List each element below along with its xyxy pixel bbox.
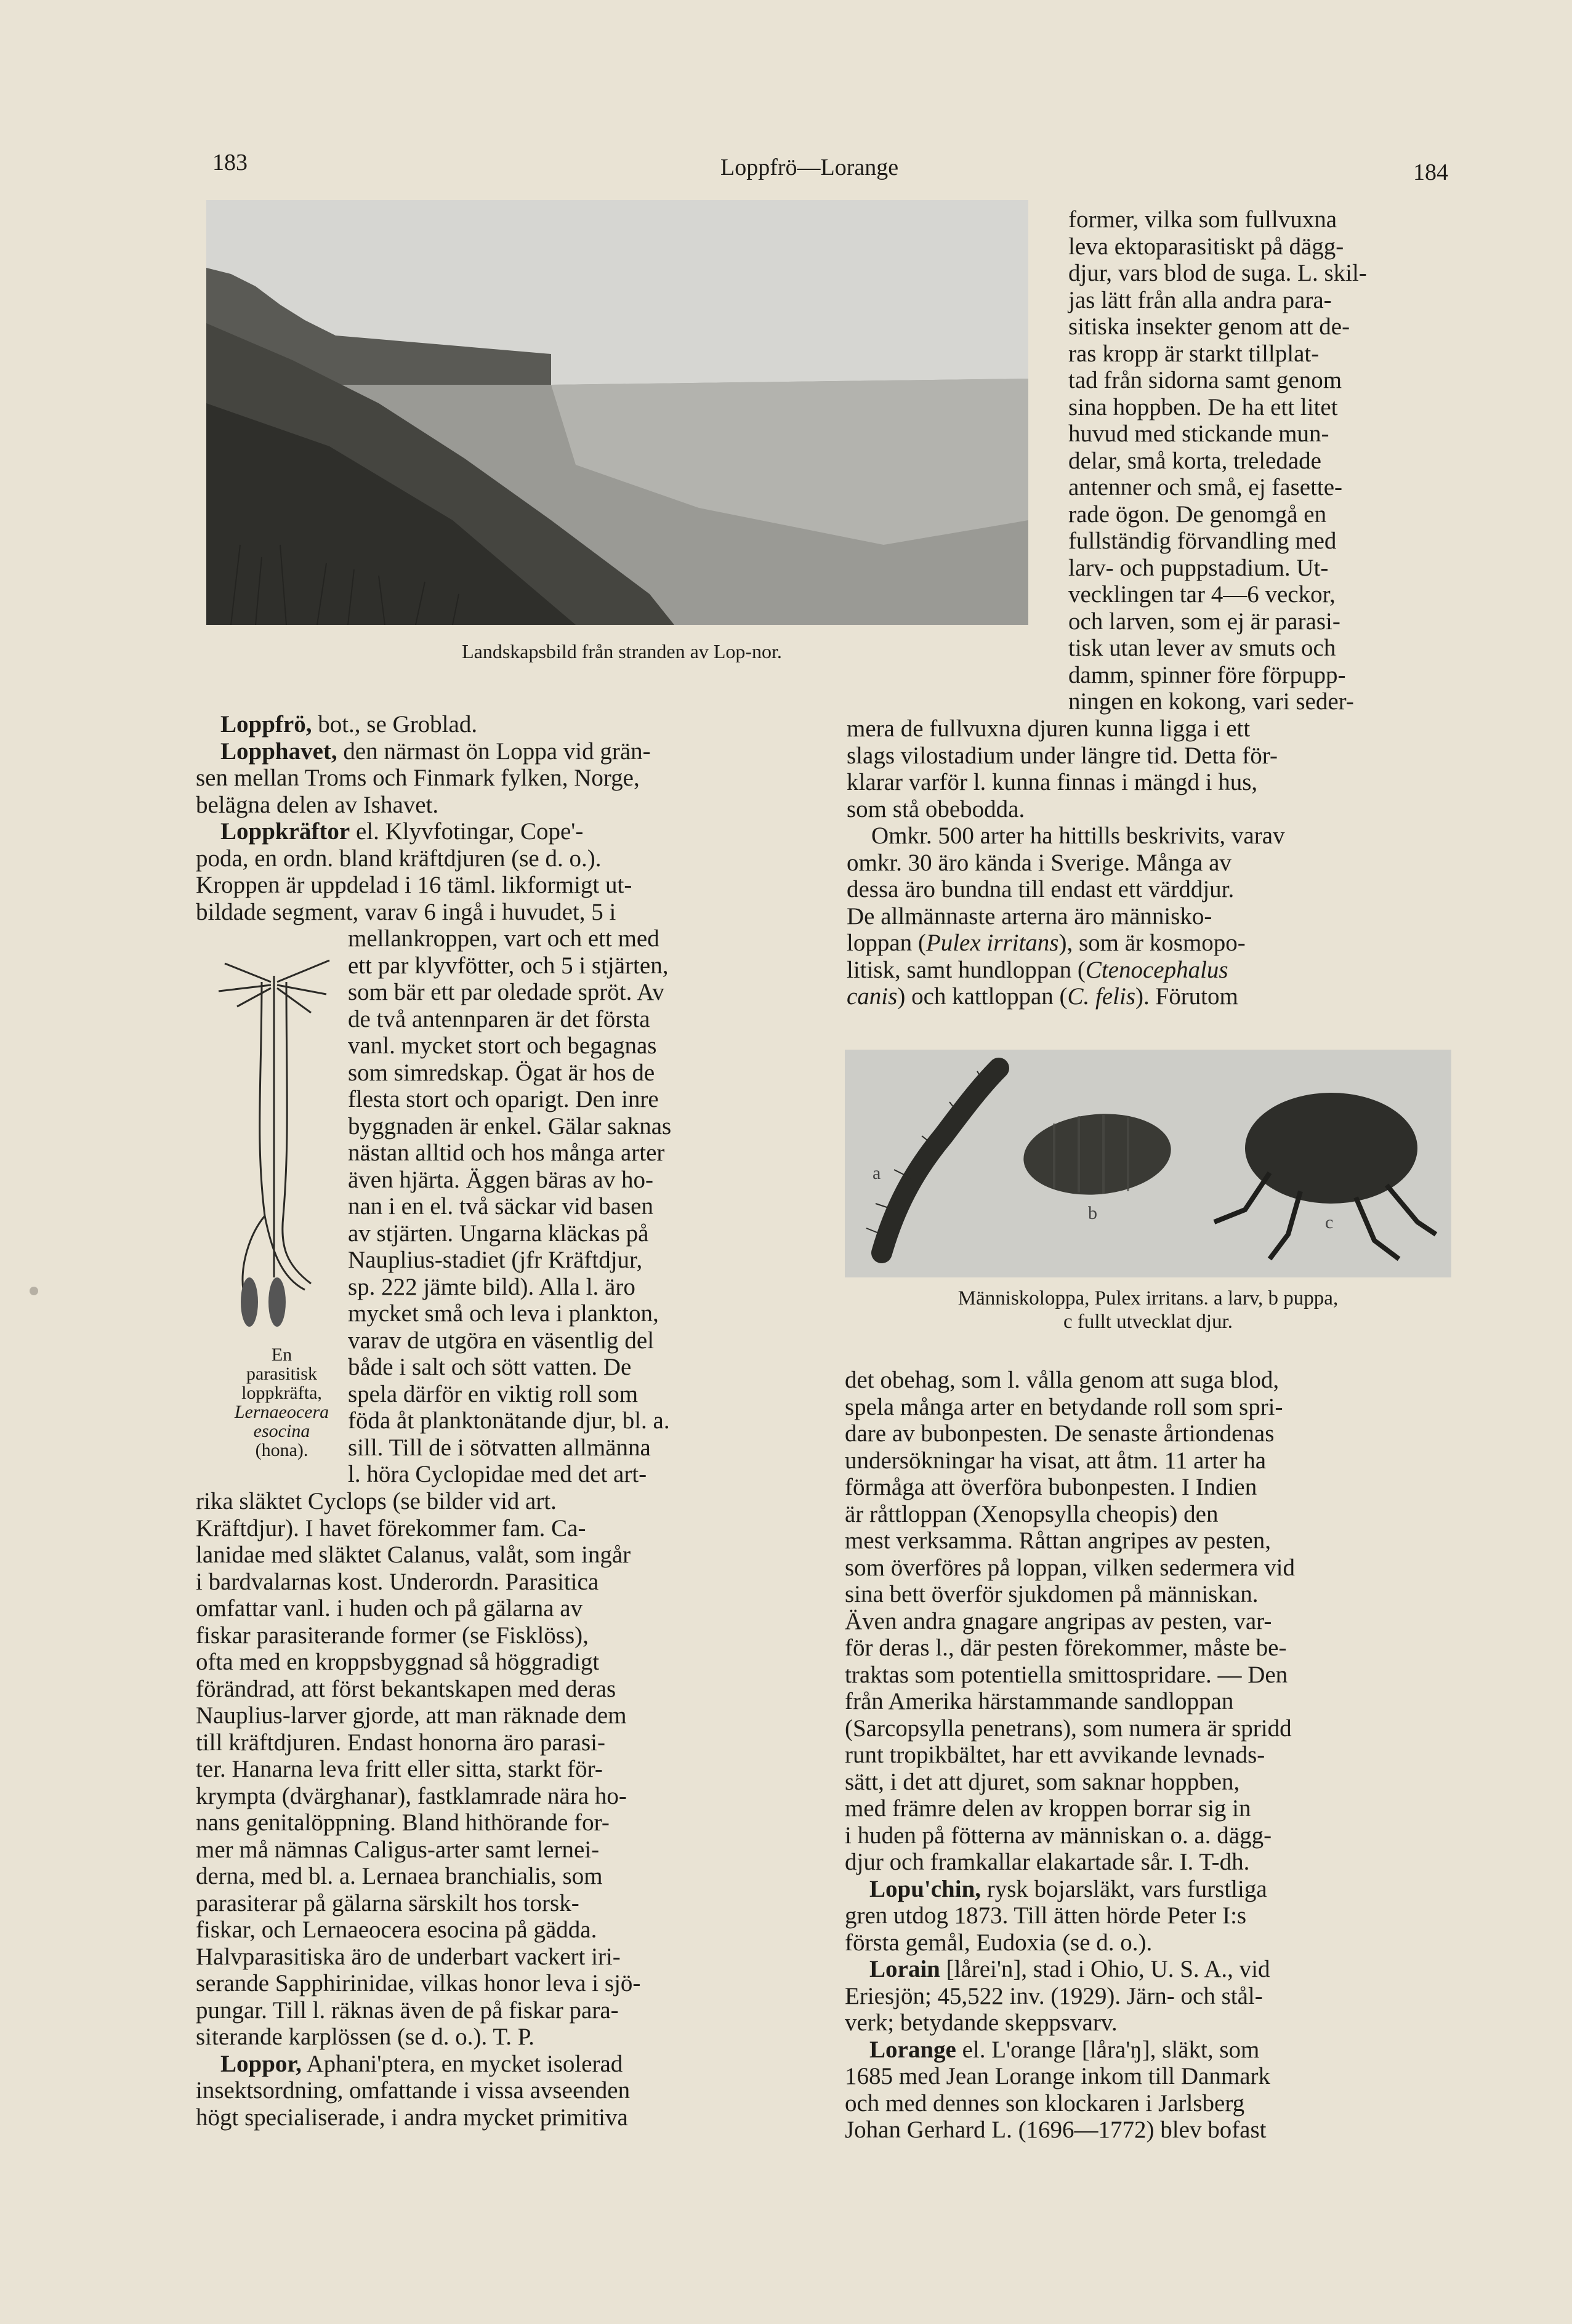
text-line: sitiska insekter genom att de- <box>1068 313 1350 340</box>
text-line: dare av bubonpesten. De senaste årtiondenas <box>845 1420 1275 1447</box>
text-line: pungar. Till l. räknas även de på fiskar para- <box>196 1996 619 2024</box>
text-line: ras kropp är starkt tillplat- <box>1068 340 1320 367</box>
text-line: Nauplius-larver gjorde, att man räknade dem <box>196 1702 627 1729</box>
text-line: sina bett överför sjukdomen på människan. <box>845 1581 1259 1607</box>
text-run: den närmast ön Loppa vid grän- <box>337 738 651 765</box>
text-line: både i salt och sött vatten. De <box>348 1354 632 1380</box>
text-line: som överföres på loppan, vilken sedermera vid <box>845 1554 1296 1581</box>
right-column-top <box>1068 206 1453 715</box>
caption-line: esocina <box>253 1421 310 1441</box>
text-line: varav de utgöra en väsentlig del <box>348 1327 655 1354</box>
landscape-caption: Landskapsbild från stranden av Lop-nor. <box>462 640 782 662</box>
text-line: Kräftdjur). I havet förekommer fam. Ca- <box>196 1514 586 1542</box>
landscape-photo <box>206 200 1028 625</box>
text-line: de två antennparen är det första <box>348 1005 650 1032</box>
text-line: det obehag, som l. vålla genom att suga blod, <box>845 1367 1280 1393</box>
species-name: C. felis <box>1067 983 1136 1010</box>
text-line: siterande karplössen (se d. o.). T. P. <box>196 2024 534 2050</box>
text-line: sen mellan Troms och Finmark fylken, Norge, <box>196 765 640 791</box>
text-line: Halvparasitiska äro de underbart vackert iri- <box>196 1943 621 1970</box>
text-line: fiskar, och Lernaeocera esocina på gädda. <box>196 1916 597 1943</box>
text-run: loppan ( <box>847 930 926 956</box>
right-column-mid <box>847 715 1453 1010</box>
flea-caption <box>845 1287 1451 1333</box>
caption-line: Människoloppa, Pulex irritans. a larv, b puppa, <box>957 1287 1339 1309</box>
flea-figure <box>845 1050 1451 1277</box>
entry-lorain <box>845 1956 1451 1983</box>
binding-hole <box>30 1287 38 1295</box>
entry-head: Loppfrö, <box>220 711 312 738</box>
text-line: larv- och puppstadium. Ut- <box>1068 554 1329 581</box>
text-line: gren utdog 1873. Till ätten hörde Peter I:s <box>845 1902 1247 1929</box>
entry-lopuchin <box>845 1876 1451 1903</box>
text-line: l. höra Cyclopidae med det art- <box>348 1461 647 1487</box>
entry-head: Loppkräftor <box>220 818 350 845</box>
right-column-bottom <box>845 1367 1451 2144</box>
text-line: djur, vars blod de suga. L. skil- <box>1068 260 1367 286</box>
text-line: ofta med en kroppsbyggnad så höggradigt <box>196 1649 600 1675</box>
text-line: sina hoppben. De ha ett litet <box>1068 393 1338 420</box>
text-line: delar, små korta, treledade <box>1068 447 1321 474</box>
text-run: ), som är kosmopo- <box>1058 930 1246 956</box>
text-line: fiskar parasiterande former (se Fisklöss), <box>196 1622 589 1649</box>
text-line: första gemål, Eudoxia (se d. o.). <box>845 1929 1153 1956</box>
text-run: el. Klyvfotingar, Cope'- <box>350 818 584 845</box>
text-line: Johan Gerhard L. (1696—1772) blev bofast <box>845 2117 1267 2143</box>
text-run: [lårei'n], stad i Ohio, U. S. A., vid <box>940 1956 1270 1982</box>
text-line: ett par klyvfötter, och 5 i stjärten, <box>348 952 669 979</box>
entry-lopphavet <box>196 738 812 765</box>
text-line: mest verksamma. Råttan angripes av pesten, <box>845 1527 1272 1554</box>
text-line: och larven, som ej är parasi- <box>1068 608 1340 635</box>
caption-line: (hona). <box>255 1440 308 1460</box>
text-line: poda, en ordn. bland kräftdjuren (se d. o.). <box>196 845 602 872</box>
text-line: vanl. mycket stort och begagnas <box>348 1032 657 1059</box>
text-line: sätt, i det att djuret, som saknar hoppben, <box>845 1768 1240 1795</box>
text-line <box>847 957 1453 984</box>
text-line: mer må nämnas Caligus-arter samt lernei- <box>196 1836 600 1863</box>
text-line: 1685 med Jean Lorange inkom till Danmark <box>845 2063 1270 2089</box>
copepod-illustration <box>212 957 336 1333</box>
entry-head: Loppor, <box>220 2050 302 2077</box>
text-line: nan i en el. två säckar vid basen <box>348 1193 653 1220</box>
text-line: mera de fullvuxna djuren kunna ligga i ett <box>847 715 1251 742</box>
text-line: belägna delen av Ishavet. <box>196 791 439 818</box>
entry-head: Lorange <box>869 2036 956 2063</box>
entry-head: Lopphavet, <box>220 738 337 765</box>
text-line: flesta stort och oparigt. Den inre <box>348 1086 659 1112</box>
text-line: huvud med stickande mun- <box>1068 420 1329 447</box>
entry-head: Lopu'chin, <box>869 1875 981 1902</box>
text-run: bot., se Groblad. <box>312 711 478 738</box>
text-line: i huden på fötterna av människan o. a. dägg- <box>845 1822 1272 1849</box>
caption-line: Lernaeocera <box>234 1402 329 1422</box>
text-line: sp. 222 jämte bild). Alla l. äro <box>348 1273 635 1300</box>
flea-label-a: a <box>873 1163 881 1183</box>
text-line: nästan alltid och hos många arter <box>348 1140 665 1166</box>
text-line: insektsordning, omfattande i vissa avseenden <box>196 2077 631 2104</box>
entry-loppfro <box>196 711 812 738</box>
text-line: undersökningar ha visat, att åtm. 11 arter ha <box>845 1447 1267 1474</box>
text-line: och med dennes son klockaren i Jarlsberg <box>845 2089 1245 2117</box>
text-line: för deras l., där pesten förekommer, måste be- <box>845 1634 1287 1661</box>
text-line: spela därför en viktig roll som <box>348 1380 639 1407</box>
copepod-figure <box>212 957 336 1333</box>
left-page-number: 183 <box>212 150 248 175</box>
text-line: som bär ett par oledade spröt. Av <box>348 979 664 1005</box>
running-head: Loppfrö—Lorange <box>720 155 899 180</box>
text-line: runt tropikbältet, har ett avvikande levnads- <box>845 1742 1265 1768</box>
text-line: ter. Hanarna leva fritt eller sitta, starkt för- <box>196 1756 603 1782</box>
entry-lorange <box>845 2037 1451 2064</box>
text-line: vecklingen tar 4—6 veckor, <box>1068 581 1336 608</box>
text-line: serande Sapphirinidae, vilkas honor leva i sjö- <box>196 1970 641 1996</box>
right-page-number: 184 <box>1413 159 1448 185</box>
text-run: el. L'orange [låra'ŋ], släkt, som <box>956 2036 1260 2063</box>
text-line: nans genitalöppning. Bland hithörande for- <box>196 1809 610 1836</box>
text-line <box>847 930 1453 957</box>
text-line: Nauplius-stadiet (jfr Kräftdjur, <box>348 1247 643 1273</box>
text-line: Omkr. 500 arter ha hittills beskrivits, varav <box>871 822 1285 849</box>
text-line: från Amerika härstammande sandloppan <box>845 1688 1234 1715</box>
flea-label-c: c <box>1325 1212 1334 1232</box>
text-line: omfattar vanl. i huden och på gälarna av <box>196 1595 583 1622</box>
text-run: ) och kattloppan ( <box>897 983 1068 1010</box>
text-line: leva ektoparasitiskt på dägg- <box>1068 233 1344 260</box>
text-line: förändrad, att först bekantskapen med deras <box>196 1675 616 1702</box>
text-line: som simredskap. Ögat är hos de <box>348 1059 655 1086</box>
text-run: litisk, samt hundloppan ( <box>847 956 1086 983</box>
text-line: verk; betydande skeppsvarv. <box>845 2009 1118 2036</box>
left-column-top <box>196 711 812 925</box>
text-line: som stå obebodda. <box>847 795 1025 822</box>
text-line: bildade segment, varav 6 ingå i huvudet, 5 i <box>196 898 616 925</box>
text-line: tisk utan lever av smuts och <box>1068 635 1336 661</box>
text-line: slags vilostadium under längre tid. Detta för- <box>847 742 1278 769</box>
landscape-illustration <box>206 200 1028 625</box>
text-line: mellankroppen, vart och ett med <box>348 925 659 952</box>
entry-head: Lorain <box>869 1956 940 1982</box>
text-line: traktas som potentiella smittospridare. — Den <box>845 1661 1288 1688</box>
text-run: Aphani'ptera, en mycket isolerad <box>301 2050 623 2077</box>
text-line: med främre delen av kroppen borrar sig in <box>845 1795 1251 1822</box>
text-line: Eriesjön; 45,522 inv. (1929). Järn- och stål- <box>845 1982 1263 2009</box>
text-line: dessa äro bundna till endast ett värddjur. <box>847 876 1235 903</box>
entry-loppor <box>196 2051 812 2078</box>
text-line: högt specialiserade, i andra mycket primitiva <box>196 2104 628 2131</box>
text-line: Även andra gnagare angripas av pesten, var- <box>845 1607 1272 1634</box>
caption-line: En <box>271 1345 292 1365</box>
text-line: sill. Till de i sötvatten allmänna <box>348 1434 651 1461</box>
text-line: krympta (dvärghanar), fastklamrade nära ho- <box>196 1782 627 1809</box>
text-line: Kroppen är uppdelad i 16 täml. likformigt ut- <box>196 872 632 898</box>
text-line: i bardvalarnas kost. Underordn. Parasitica <box>196 1568 599 1595</box>
left-column-narrow <box>348 925 813 1488</box>
flea-illustration <box>845 1050 1451 1277</box>
text-line: tad från sidorna samt genom <box>1068 367 1342 393</box>
species-name: Ctenocephalus <box>1085 956 1228 983</box>
text-line: till kräftdjuren. Endast honorna äro parasi- <box>196 1729 605 1756</box>
text-line: klarar varför l. kunna finnas i mängd i hus, <box>847 769 1258 795</box>
text-line: damm, spinner före förpupp- <box>1068 661 1346 688</box>
text-line: föda åt planktonätande djur, bl. a. <box>348 1407 670 1434</box>
text-line: byggnaden är enkel. Gälar saknas <box>348 1112 672 1140</box>
text-line: lanidae med släktet Calanus, valåt, som ingår <box>196 1542 631 1568</box>
text-line: (Sarcopsylla penetrans), som numera är spridd <box>845 1715 1292 1742</box>
text-line: mycket små och leva i plankton, <box>348 1300 659 1327</box>
text-line: De allmännaste arterna äro människo- <box>847 903 1212 930</box>
text-run: ). Förutom <box>1135 983 1238 1010</box>
text-line: derna, med bl. a. Lernaea branchialis, som <box>196 1863 603 1889</box>
text-line: även hjärta. Äggen bäras av ho- <box>348 1166 653 1193</box>
text-line: spela många arter en betydande roll som spri- <box>845 1393 1283 1420</box>
text-line: jas lätt från alla andra para- <box>1068 286 1332 313</box>
text-line: omkr. 30 äro kända i Sverige. Många av <box>847 849 1231 876</box>
species-name: canis <box>847 983 898 1010</box>
text-line: parasiterar på gälarna särskilt hos torsk- <box>196 1889 579 1916</box>
text-line <box>847 983 1453 1010</box>
caption-line: c fullt utvecklat djur. <box>1063 1311 1233 1333</box>
text-line: av stjärten. Ungarna kläckas på <box>348 1220 649 1247</box>
text-line: rika släktet Cyclops (se bilder vid art. <box>196 1488 557 1514</box>
caption-line: parasitisk <box>246 1364 317 1384</box>
text-line: djur och framkallar elakartade sår. I. T-dh. <box>845 1849 1250 1875</box>
copepod-caption <box>209 1345 354 1460</box>
entry-loppkraftor <box>196 818 812 845</box>
text-run: rysk bojarsläkt, vars furstliga <box>981 1875 1267 1902</box>
flea-label-b: b <box>1088 1203 1097 1223</box>
caption-line: loppkräfta, <box>241 1383 322 1403</box>
text-line: fullständig förvandling med <box>1068 528 1337 554</box>
text-line: antenner och små, ej fasette- <box>1068 474 1343 501</box>
species-name: Pulex irritans <box>925 930 1059 956</box>
text-line: förmåga att överföra bubonpesten. I Indien <box>845 1474 1257 1500</box>
text-line: är råttloppan (Xenopsylla cheopis) den <box>845 1500 1219 1527</box>
text-line: former, vilka som fullvuxna <box>1068 206 1337 233</box>
left-column-bottom <box>196 1488 812 2131</box>
text-line: ningen en kokong, vari seder- <box>1068 688 1354 715</box>
text-line: rade ögon. De genomgå en <box>1068 501 1327 528</box>
